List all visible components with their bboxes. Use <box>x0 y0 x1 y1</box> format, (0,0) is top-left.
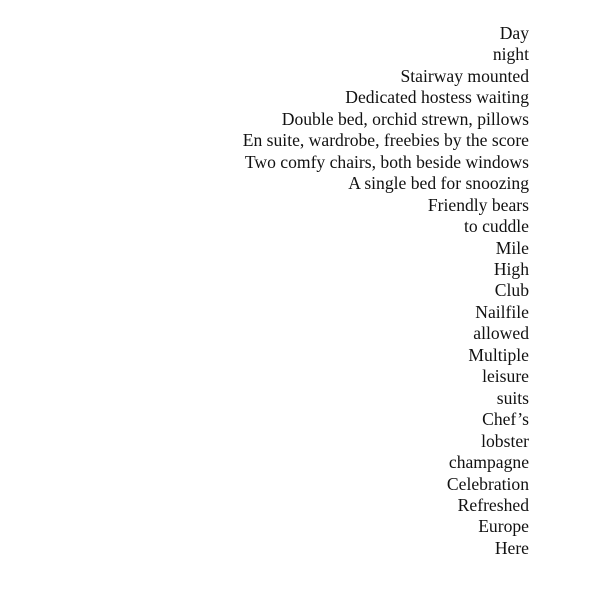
poem-line: Dedicated hostess waiting <box>345 87 529 108</box>
poem-line: Friendly bears <box>427 194 529 215</box>
poem-line: Stairway mounted <box>400 65 529 86</box>
poem-line: High <box>493 258 529 279</box>
poem-line: Celebration <box>446 473 529 494</box>
poem-line: allowed <box>473 323 529 344</box>
poem-line: Mile <box>495 237 529 258</box>
poem-line: night <box>492 44 529 65</box>
poem-line: Multiple <box>468 344 529 365</box>
poem-line: Refreshed <box>457 494 529 515</box>
poem-text-block <box>9 23 529 559</box>
poem-line: lobster <box>481 430 529 451</box>
poem-line: Day <box>499 23 529 43</box>
poem-line: leisure <box>482 366 529 387</box>
poem-line: Europe <box>478 516 529 537</box>
poem-line: Here <box>494 537 529 558</box>
poem-line: to cuddle <box>464 216 529 237</box>
poem-line: Chef’s <box>482 409 529 430</box>
poem-line: En suite, wardrobe, freebies by the score <box>242 130 529 151</box>
poem-line: suits <box>496 387 529 408</box>
poem-line: Two comfy chairs, both beside windows <box>244 151 529 172</box>
poem-line: A single bed for snoozing <box>348 173 529 194</box>
poem-line: champagne <box>448 452 529 473</box>
poem-line: Club <box>494 280 529 301</box>
poem-line: Nailfile <box>475 301 529 322</box>
poem-line: Double bed, orchid strewn, pillows <box>281 108 529 129</box>
